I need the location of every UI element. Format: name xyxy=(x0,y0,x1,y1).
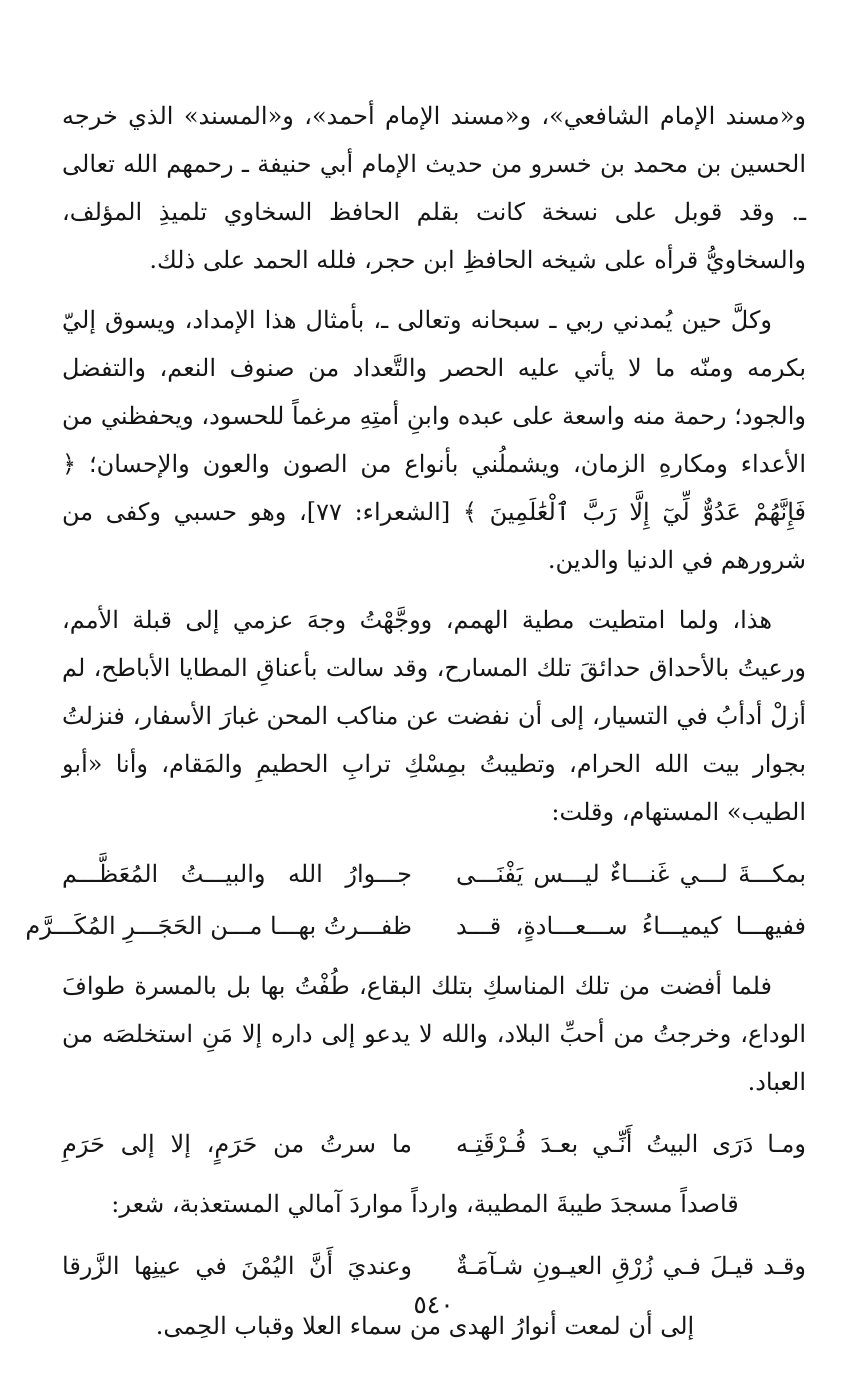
closing-line: إلى أن لمعت أنوارُ الهدى من سماء العلا وقباب الحِمى. xyxy=(155,1312,695,1340)
poem-2 xyxy=(62,1118,806,1170)
paragraph-4: فلما أفضت من تلك المناسكِ بتلك البقاع، طُفْتُ بها بل بالمسرة طوافَ الوداع، وخرجتُ من أحبِّ البلاد، والله لا يدعو إلى داره إلا مَنِ استخلصَه من العباد. xyxy=(62,972,806,1096)
page-body xyxy=(25,92,807,1362)
poem-verse xyxy=(25,900,806,952)
verse-first-hemistich: وقـد قيـلَ فـي زُرْقِ العيـونِ شـآمَـةٌ xyxy=(456,1252,806,1280)
paragraph-3: هذا، ولما امتطيت مطية الهمم، ووجَّهْتُ وجهَ عزمي إلى قبلة الأمم، ورعيتُ بالأحداق حدائقَ تلك المسارح، وقد سالت بأعناقِ المطايا الأباطح، لم أزلْ أدأبُ في التسيار، إلى أن نفضت عن مناكب المحن غبارَ الأسفار، فنزلتُ بجوار بيت الله الحرام، وتطيبتُ بمِسْكِ ترابِ الحطيمِ والمَقام، وأنا «أبو الطيب» المستهام، وقلت: xyxy=(62,606,806,826)
verse-second-hemistich: ما سرتُ من حَرَمٍ، إلا إلى حَرَمِ xyxy=(62,1130,412,1158)
verse-second-hemistich: وعنديَ أَنَّ اليُمْنَ في عينِها الزَّرقا xyxy=(62,1252,412,1280)
poem-verse xyxy=(62,848,806,900)
poem-verse xyxy=(62,1118,806,1170)
paragraph-1: و«مسند الإمام الشافعي»، و«مسند الإمام أحمد»، و«المسند» الذي خرجه الحسين بن محمد بن خسرو من حديث الإمام أبي حنيفة ـ رحمهم الله تعالى ـ. وقد قوبل على نسخة كانت بقلم الحافظ السخاوي تلميذِ المؤلف، والسخاويُّ قرأه على شيخه الحافظِ ابن حجر، فلله الحمد على ذلك. xyxy=(62,102,806,274)
verse-second-hemistich: جـــوارُ الله والبيـــتُ المُعَظَّـــم xyxy=(62,860,412,888)
transition-line: قاصداً مسجدَ طيبةَ المطيبة، وارداً مواردَ آمالي المستعذبة، شعر: xyxy=(111,1190,739,1218)
paragraph-2: وكلَّ حين يُمدني ربي ـ سبحانه وتعالى ـ، بأمثال هذا الإمداد، ويسوق إليّ بكرمه ومنّه ما لا يأتي عليه الحصر والتَّعداد من صنوف النعم، والتفضل والجود؛ رحمة منه واسعة على عبده وابنِ أمتِهِ مرغماً للحسود، ويحفظني من الأعداء ومكارهِ الزمان، ويشملُني بأنواع من الصون والعون والإحسان؛ ﴿ فَإِنَّهُمْ عَدُوٌّ لِّيٓ إِلَّا رَبَّ ٱلْعَٰلَمِينَ ﴾ [الشعراء: ٧٧]، وهو حسبي وكفى من شرورهم في الدنيا والدين. xyxy=(62,306,807,574)
poem-1 xyxy=(25,848,806,952)
verse-second-hemistich: ظفـــرتُ بهـــا مـــن الحَجَـــرِ المُكَـــرَّم xyxy=(25,912,412,940)
verse-first-hemistich: ففيهـــا كيميـــاءُ ســـعـــادةٍ، قـــد xyxy=(456,912,806,940)
page-number: ٥٤٠ xyxy=(413,1290,454,1319)
verse-first-hemistich: ومـا دَرَى البيتُ أَنِّـي بعـدَ فُـرْقَتِـه xyxy=(456,1130,806,1158)
verse-first-hemistich: بمكـــةَ لـــي غَنـــاءٌ ليـــس يَفْنَـــى xyxy=(456,860,806,888)
